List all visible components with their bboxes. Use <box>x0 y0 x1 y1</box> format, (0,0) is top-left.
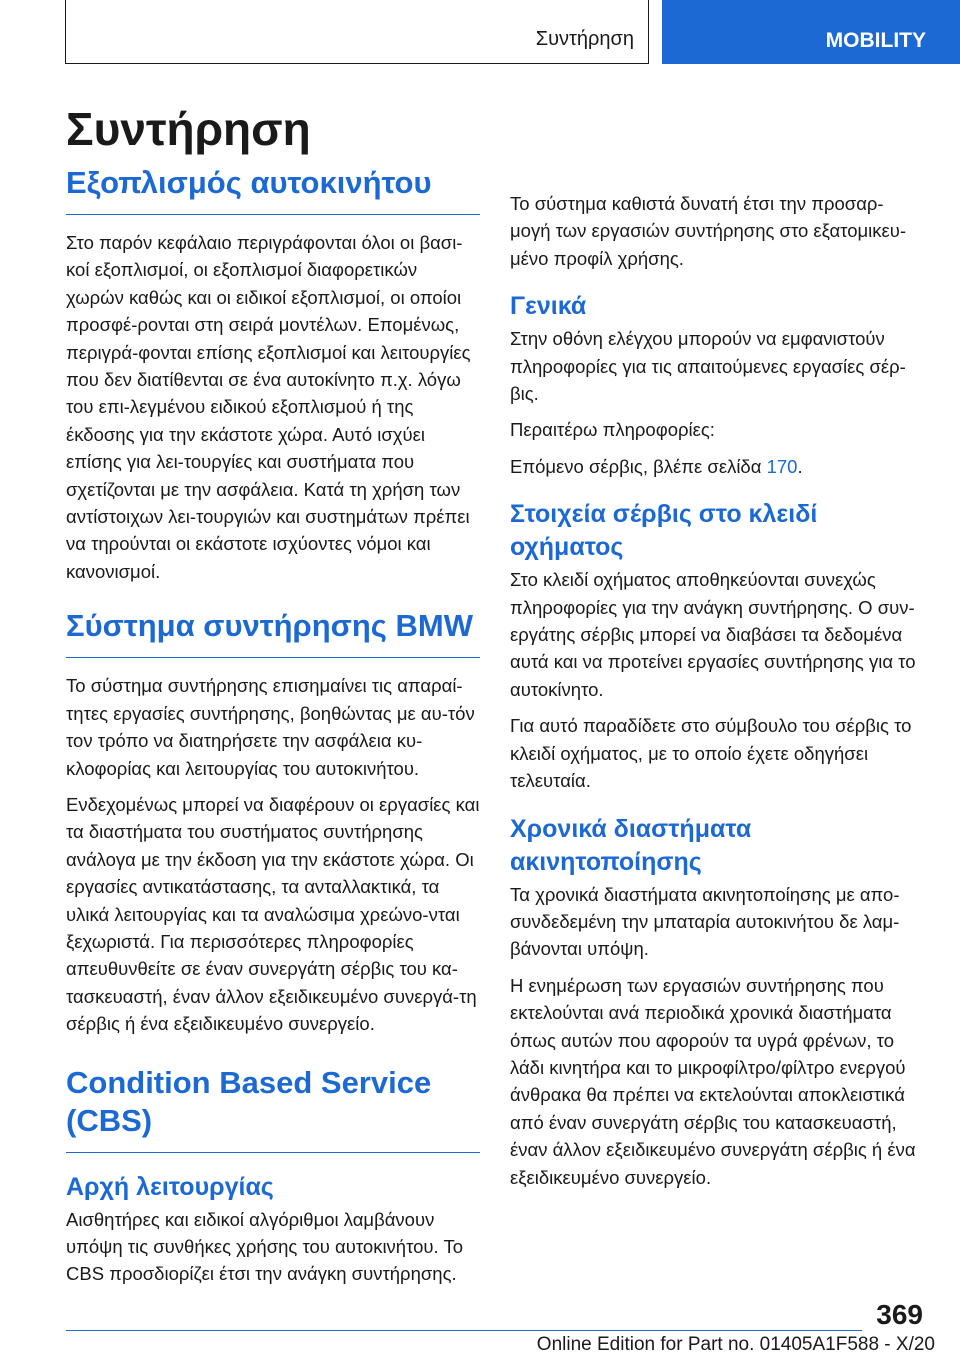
heading-principle: Αρχή λειτουργίας <box>66 1172 274 1201</box>
paragraph-equipment: Στο παρόν κεφάλαιο περιγράφονται όλοι οι βασι-κοί εξοπλισμοί, οι εξοπλισμοί διαφορετικών χωρών καθώς και οι ειδικοί εξοπλισμοί, οι οποίοι προσφέ-ρονται στη σειρά μοντέλων. Επομένως, περιγρά-φονται επίσης εξοπλισμοί και λειτουργίες που δεν διατίθενται σε ένα αυτοκίνητο π.χ. λόγω του επι-λεγμένου ειδικού εξοπλισμού ή της έκδοσης για την εκάστοτε χώρα. Αυτό ισχύει επίσης για λει-τουργίες και συστήματα που σχετίζονται με την ασφάλεια. Κατά τη χρήση των αντίστοιχων λει-τουργιών και συστημάτων πρέπει να τηρούνται οι εκάστοτε ισχύοντες νόμοι και κανονισμοί. <box>66 232 471 582</box>
paragraph-general-3 <box>510 453 924 480</box>
header-tab-label: MOBILITY <box>825 29 926 52</box>
header-tab-mobility[interactable] <box>662 0 960 64</box>
paragraph-idle-1: Τα χρονικά διαστήματα ακινητοποίησης με απο-συνδεδεμένη την μπαταρία αυτοκινήτου δε λαμ-βάνονται υπόψη. <box>510 883 900 960</box>
footer-divider <box>66 1330 862 1331</box>
paragraph-key-1: Στο κλειδί οχήματος αποθηκεύονται συνεχώς πληροφορίες για την ανάγκη συντήρησης. Ο συν-εργάτης σέρβις μπορεί να διαβάσει τα δεδομένα αυτά και να προτείνει εργασίες συντήρησης για το αυτοκίνητο. <box>510 569 916 700</box>
paragraph-general-2: Περαιτέρω πληροφορίες: <box>510 419 715 441</box>
paragraph-idle-2: Η ενημέρωση των εργασιών συντήρησης που εκτελούνται ανά περιοδικά χρονικά διαστήματα όπως αυτών που αφορούν τα υγρά φρένων, το λάδι κινητήρα και το μικροφίλτρο/φίλτρο ενεργού άνθρακα θα πρέπει να εκτελούνται αποκλειστικά από έναν συνεργάτη σέρβις του κατασκευαστή, έναν άλλον εξειδικευμένο συνεργάτη σέρβις ή ένα εξειδικευμένο συνεργείο. <box>510 974 916 1188</box>
page-title: Συντήρηση <box>66 103 311 155</box>
left-column <box>66 164 480 1297</box>
paragraph-continuation: Το σύστημα καθιστά δυνατή έτσι την προσαρ-μογή των εργασιών συντήρησης στο εξατομικευ-μένο προφίλ χρήσης. <box>510 193 907 269</box>
paragraph-system-2: Ενδεχομένως μπορεί να διαφέρουν οι εργασίες και τα διαστήματα του συστήματος συντήρησης ανάλογα με την έκδοση για την εκάστοτε χώρα. Οι εργασίες αντικατάστασης, τα ανταλλακτικά, τα υλικά λειτουργίας και τα αναλώσιμα χρεώνο-νται ξεχωριστά. Για περισσότερες πληροφορίες απευθυνθείτε σε έναν συνεργάτη σέρβις του κα-τασκευαστή, έναν άλλον εξειδικευμένο συνεργά-τη σέρβις ή ένα εξειδικευμένο συνεργείο. <box>66 793 480 1035</box>
heading-general: Γενικά <box>510 292 587 321</box>
heading-equipment: Εξοπλισμός αυτοκινήτου <box>66 164 480 215</box>
heading-cbs: Condition Based Service (CBS) <box>66 1064 480 1153</box>
paragraph-system-1: Το σύστημα συντήρησης επισημαίνει τις απαραί-τητες εργασίες συντήρησης, βοηθώντας με αυ-τόν τον τρόπο να διατηρήσετε την ασφάλεια κυ-κλοφορίας και λειτουργίας του αυτοκινήτου. <box>66 675 475 779</box>
paragraph-general-1: Στην οθόνη ελέγχου μπορούν να εμφανιστούν πληροφορίες για τις απαιτούμενες εργασίες σέρ-βις. <box>510 328 906 405</box>
page-link-170[interactable]: 170 <box>766 455 798 477</box>
paragraph-principle: Αισθητήρες και ειδικοί αλγόριθμοι λαμβάνουν υπόψη τις συνθήκες χρήσης του αυτοκινήτου. Το CBS προσδιορίζει έτσι την ανάγκη συντήρησης. <box>66 1208 464 1285</box>
footer-edition: Online Edition for Part no. 01405A1F588 - X/20 <box>536 1334 935 1355</box>
period: . <box>797 455 803 477</box>
right-column <box>510 190 924 1200</box>
heading-idle-periods: Χρονικά διαστήματα ακινητοποίησης <box>510 814 752 876</box>
heading-maintenance-system: Σύστημα συντήρησης BMW <box>66 607 480 658</box>
page-number: 369 <box>876 1299 923 1330</box>
paragraph-key-2: Για αυτό παραδίδετε στο σύμβουλο του σέρβις το κλειδί οχήματος, με το οποίο έχετε οδηγήσει τελευταία. <box>510 715 912 792</box>
header-section-label: Συντήρηση <box>535 28 634 50</box>
header-section-box <box>65 0 649 64</box>
next-service-text: Επόμενο σέρβις, βλέπε σελίδα <box>510 455 767 477</box>
heading-key-data: Στοιχεία σέρβις στο κλειδί οχήματος <box>510 500 818 562</box>
